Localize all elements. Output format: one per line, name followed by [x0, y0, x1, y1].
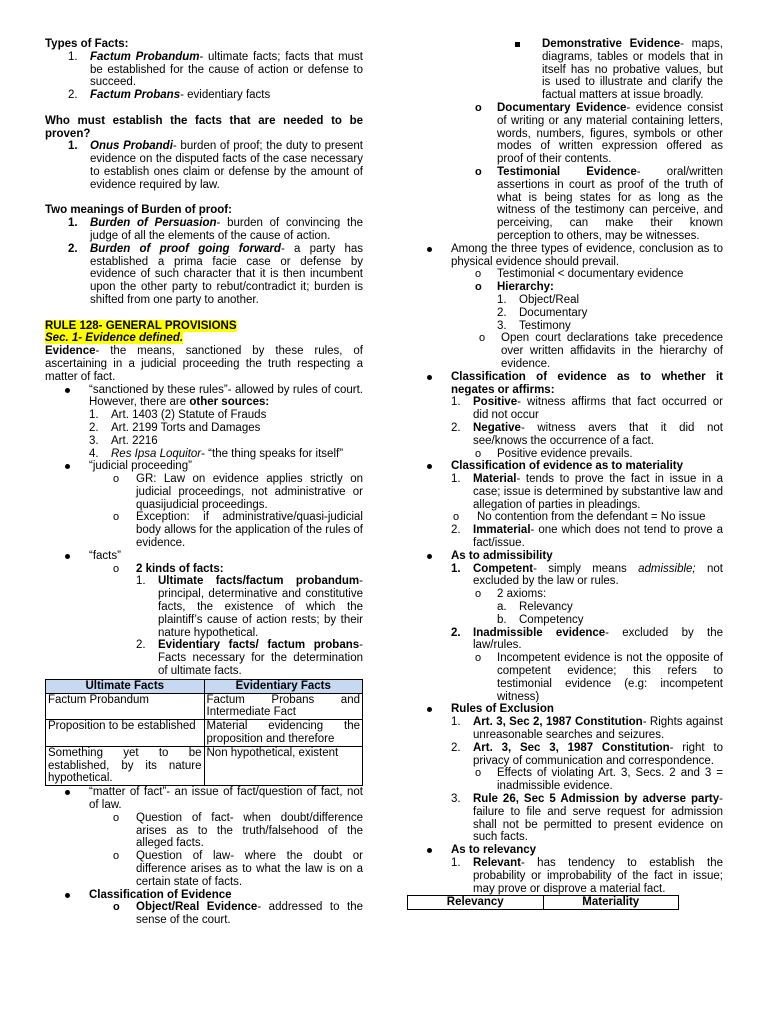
sub-bullet-item	[45, 901, 363, 927]
list-item	[407, 742, 723, 768]
list-text: Art. 2199 Torts and Damages	[111, 421, 261, 434]
sub-bullet-item	[407, 102, 723, 166]
term: Burden of Persuasion	[90, 217, 217, 230]
bullet-text: Classification of Evidence	[89, 888, 232, 901]
term: Art. 3, Sec 2, 1987 Constitution	[473, 716, 643, 729]
circle-bullet-icon: o	[475, 588, 482, 601]
bullet-text: “facts”	[89, 549, 121, 562]
sub-bullet-text: Question of fact- when doubt/difference arises as to the truth/falsehood of the alleged facts.	[136, 811, 363, 850]
circle-bullet-icon: o	[113, 850, 120, 863]
term: Immaterial	[473, 524, 531, 537]
list-number: 2.	[89, 421, 99, 434]
list-number: 3.	[451, 793, 461, 806]
list-number: 1.	[68, 217, 78, 230]
list-letter: a.	[497, 601, 507, 614]
definition: - tends to prove the fact in issue in a case; issue is determined by substantive law and allegation of parties in pleadings.	[473, 473, 723, 511]
bullet-text: “matter of fact”- an issue of fact/question of fact, not of law.	[89, 786, 363, 812]
term: Relevant	[473, 857, 521, 869]
list-number: 4.	[89, 447, 99, 460]
table-row	[46, 720, 363, 747]
sub-bullet-item	[407, 38, 723, 102]
list-number: 2.	[451, 524, 461, 537]
sub-bullet-text: Hierarchy:	[497, 281, 554, 294]
circle-bullet-icon: o	[479, 332, 486, 345]
definition: - Rights against unreasonable searches and seizures.	[473, 716, 723, 742]
definition: - maps, diagrams, tables or models that in itself has no probative values, but is used to illustrate and clarify the factual matters at issue broadly.	[542, 38, 723, 102]
list-item	[407, 614, 723, 627]
definition: - one which does not tend to prove a fact/issue.	[473, 524, 723, 550]
definition: - simply means	[533, 562, 639, 575]
list-text: Art. 1403 (2) Statute of Frauds	[111, 409, 267, 422]
bullet-text: Classification of evidence as to materiality	[451, 460, 683, 473]
definition: - has tendency to establish the probability or improbability of the fact in issue; may prove or disprove a material fact.	[473, 857, 723, 895]
bullet-text: Classification of evidence as to whether it negates or affirms:	[451, 370, 723, 396]
list-item	[45, 217, 363, 243]
definition: - evidence consist of writing or any material containing letters, words, numbers, figures, symbols or other modes of written expression offered as proof of their contents.	[497, 101, 724, 166]
sub-bullet-item	[45, 563, 363, 576]
list-item	[407, 793, 723, 844]
list-item	[45, 448, 363, 461]
circle-bullet-icon: o	[113, 473, 120, 486]
circle-bullet-icon: o	[475, 767, 482, 780]
sub-bullet-item	[45, 511, 363, 549]
term: Burden of proof going forward	[90, 242, 281, 255]
list-number: 1.	[451, 396, 461, 409]
list-text: Art. 2216	[111, 434, 158, 447]
bullet-icon	[427, 460, 451, 473]
list-item	[407, 307, 723, 320]
circle-bullet-icon: o	[113, 562, 120, 575]
table-header: Materiality	[543, 896, 679, 910]
sub-bullet-text: Positive evidence prevails.	[497, 447, 633, 460]
list-number: 1.	[451, 716, 461, 729]
definition: - evidentiary facts	[180, 89, 271, 102]
list-number: 2.	[68, 89, 78, 102]
definition: - principal, determinative and constitutive facts, the existence of which the plaintiff’s cause of action rests; by their nature hypothetical.	[158, 575, 363, 639]
sub-bullet-item	[45, 850, 363, 888]
bullet-text: “sanctioned by these rules”- allowed by rules of court. However, there are	[89, 383, 363, 409]
table-row	[46, 693, 363, 720]
table-header: Evidentiary Facts	[204, 679, 363, 693]
list-item	[407, 716, 723, 742]
definition: - witness avers that it did not see/knows the occurrence of a fact.	[473, 421, 723, 447]
table-header: Relevancy	[408, 896, 544, 910]
definition: - ultimate facts; facts that must be established for the cause of action or defense to succeed.	[90, 50, 363, 89]
table-cell: Non hypothetical, existent	[204, 746, 363, 785]
list-item	[45, 639, 363, 677]
bullet-icon	[65, 786, 89, 799]
definition: - right to privacy of communication and correspondence.	[473, 741, 723, 767]
list-number: 2.	[451, 626, 461, 639]
bullet-item	[407, 460, 723, 473]
bullet-icon	[427, 371, 451, 384]
sub-bullet-text: GR: Law on evidence applies strictly on judicial proceedings, not administrative or quasijudicial proceedings.	[136, 473, 363, 511]
list-item	[45, 575, 363, 639]
bullet-icon	[65, 550, 89, 563]
bullet-icon	[65, 460, 89, 473]
sub-bullet-item	[407, 652, 723, 703]
left-column	[45, 38, 363, 927]
list-number: 1.	[451, 857, 461, 869]
circle-bullet-icon: o	[475, 101, 482, 114]
sub-bullet-item	[407, 332, 723, 370]
facts-table	[45, 679, 363, 786]
right-column	[407, 38, 723, 910]
bullet-item	[407, 243, 723, 269]
list-item	[45, 409, 363, 422]
evidence-definition: - the means, sanctioned by these rules, of ascertaining in a judicial proceeding the truth respecting a matter of fact.	[45, 345, 363, 383]
square-bullet-icon	[515, 38, 542, 51]
term: Material	[473, 473, 517, 486]
bullet-icon	[427, 703, 451, 716]
circle-bullet-icon: o	[475, 447, 482, 460]
sub-bullet-text: Exception: if administrative/quasi-judicial body allows for the application of the rules of evidence.	[136, 511, 363, 550]
definition: - oral/written assertions in court as proof of the truth of what is being states for as long as the witness of the testimony can perceive, and perceiving, can make their known perception to others, may be witnesses.	[497, 165, 723, 242]
list-number: 1.	[451, 473, 461, 486]
sub-bullet-text: Testimonial < documentary evidence	[497, 268, 684, 281]
bullet-text: As to relevancy	[451, 844, 537, 857]
list-item	[407, 320, 723, 333]
sub-bullet-item	[407, 281, 723, 294]
circle-bullet-icon: o	[113, 901, 120, 914]
bullet-emphasis: other sources:	[189, 396, 270, 409]
list-text: Relevancy	[519, 601, 573, 614]
list-number: 1.	[68, 140, 78, 153]
definition: - excluded by the law/rules.	[473, 626, 723, 652]
circle-bullet-icon: o	[475, 281, 482, 294]
term: Ultimate facts/factum probandum	[158, 575, 360, 588]
circle-bullet-icon: o	[475, 652, 482, 665]
term: Object/Real Evidence	[136, 901, 258, 914]
bullet-item	[45, 550, 363, 563]
sub-bullet-text: Effects of violating Art. 3, Secs. 2 and 3 = inadmissible evidence.	[497, 767, 723, 793]
list-item	[45, 435, 363, 448]
bullet-item	[45, 889, 363, 902]
list-text: Object/Real	[519, 293, 580, 306]
term: Positive	[473, 396, 518, 409]
definition: - burden of proof; the duty to present evidence on the disputed facts of the case necessary to establish ones claim or defense by the amount of evidence required by law.	[90, 140, 363, 191]
evidence-term: Evidence	[45, 345, 96, 358]
definition: - Facts necessary for the determination of ultimate facts.	[158, 639, 363, 678]
list-number: 2.	[497, 306, 507, 319]
circle-bullet-icon: o	[113, 511, 120, 524]
bullet-item	[45, 460, 363, 473]
definition: - burden of convincing the judge of all the elements of the cause of action.	[90, 217, 363, 242]
bullet-text: Among the three types of evidence, conclusion as to physical evidence should prevail.	[451, 242, 723, 268]
circle-bullet-icon: o	[453, 511, 460, 524]
term: Factum Probandum	[90, 50, 200, 63]
table-cell: Factum Probans and Intermediate Fact	[204, 693, 363, 720]
list-number: 1.	[136, 575, 146, 588]
list-number: 2.	[136, 639, 146, 652]
list-text: Documentary	[519, 306, 588, 319]
list-item	[407, 601, 723, 614]
two-meanings-heading: Two meanings of Burden of proof:	[45, 204, 232, 217]
list-text: Competency	[519, 613, 584, 626]
bullet-icon	[427, 243, 451, 256]
list-item	[45, 51, 363, 89]
list-item	[45, 422, 363, 435]
term: Documentary Evidence	[497, 101, 627, 114]
circle-bullet-icon: o	[113, 811, 120, 824]
list-number: 2.	[451, 421, 461, 434]
term: Negative	[473, 421, 521, 434]
definition: - “the thing speaks for itself”	[201, 447, 344, 460]
term: Rule 26, Sec 5 Admission by adverse party	[473, 793, 720, 806]
bullet-item	[407, 703, 723, 716]
term: Art. 3, Sec 3, 1987 Constitution	[473, 741, 670, 754]
table-header: Ultimate Facts	[46, 679, 205, 693]
bullet-item	[45, 384, 363, 410]
term: Inadmissible evidence	[473, 626, 606, 639]
list-item	[45, 140, 363, 191]
definition: - addressed to the sense of the court.	[136, 901, 364, 927]
sub-bullet-text: 2 axioms:	[497, 588, 547, 601]
definition-emphasis: admissible;	[638, 562, 696, 575]
term: Evidentiary facts/ factum probans	[158, 639, 360, 652]
sub-bullet-text: No contention from the defendant = No issue	[477, 511, 706, 524]
term: Res Ipsa Loquitor	[111, 447, 202, 460]
table-cell: Factum Probandum	[46, 693, 205, 720]
bullet-text: “judicial proceeding”	[89, 460, 192, 473]
list-number: 2.	[451, 741, 461, 754]
sub-bullet-item	[407, 166, 723, 243]
bullet-text: As to admissibility	[451, 549, 553, 562]
rule-heading: RULE 128- GENERAL PROVISIONS	[45, 319, 237, 332]
bullet-icon	[427, 844, 451, 857]
list-text: Testimony	[519, 319, 571, 332]
table-row	[46, 746, 363, 785]
term: Factum Probans	[90, 89, 181, 102]
list-item	[407, 294, 723, 307]
sub-bullet-item	[407, 511, 723, 524]
bullet-text: Rules of Exclusion	[451, 703, 554, 716]
term: Competent	[473, 562, 534, 575]
table-cell: Proposition to be established	[46, 720, 205, 747]
list-number: 1.	[451, 562, 461, 575]
sub-bullet-item	[407, 767, 723, 793]
bullet-icon	[65, 384, 89, 397]
bullet-icon	[427, 550, 451, 563]
list-number: 3.	[497, 319, 507, 332]
table-cell: Something yet to be established, by its nature hypothetical.	[46, 746, 205, 785]
section-heading: Sec. 1- Evidence defined.	[45, 332, 184, 345]
list-number: 3.	[89, 434, 99, 447]
term: Onus Probandi	[90, 140, 173, 153]
table-cell: Material evidencing the proposition and therefore	[204, 720, 363, 747]
bullet-icon	[65, 889, 89, 902]
term: Testimonial Evidence	[497, 165, 637, 178]
definition: - failure to file and serve request for admission shall not be permitted to present evidence on such facts.	[473, 793, 723, 844]
definition: - witness affirms that fact occurred or did not occur	[473, 396, 723, 422]
bullet-item	[407, 550, 723, 563]
definition: - a party has established a prima facie case or defense by evidence of such character that it is then incumbent upon the other party to rebut/contradict it; burden is shifted from one party to another.	[90, 242, 364, 306]
list-item	[45, 89, 363, 102]
bullet-item	[45, 786, 363, 812]
list-letter: b.	[497, 613, 507, 626]
list-item	[407, 524, 723, 550]
sub-bullet-item	[407, 268, 723, 281]
list-item	[407, 857, 723, 895]
list-number: 1.	[89, 409, 99, 422]
list-item	[407, 627, 723, 653]
term: Demonstrative Evidence	[542, 38, 681, 50]
types-heading: Types of Facts:	[45, 38, 129, 50]
sub-bullet-text: Question of law- where the doubt or difference arises as to what the law is on a certain state of facts.	[136, 850, 363, 888]
list-number: 1.	[497, 293, 507, 306]
sub-bullet-text: Open court declarations take precedence over written affidavits in the hierarchy of evidence.	[501, 332, 723, 370]
bullet-item	[407, 371, 723, 397]
relevancy-materiality-table	[407, 895, 679, 910]
list-item	[407, 473, 723, 511]
definition: not excluded by the law or rules.	[473, 562, 723, 588]
sub-bullet-item	[45, 812, 363, 850]
list-item	[45, 243, 363, 307]
list-item	[407, 396, 723, 422]
list-item	[407, 563, 723, 589]
bullet-item	[407, 844, 723, 857]
list-number: 1.	[68, 50, 78, 63]
sub-bullet-text: 2 kinds of facts:	[136, 562, 224, 575]
list-item	[407, 422, 723, 448]
sub-bullet-item	[407, 448, 723, 461]
who-heading: Who must establish the facts that are needed to be proven?	[45, 114, 363, 140]
sub-bullet-item	[45, 473, 363, 511]
circle-bullet-icon: o	[475, 165, 482, 178]
list-number: 2.	[68, 242, 78, 255]
sub-bullet-item	[407, 588, 723, 601]
circle-bullet-icon: o	[475, 268, 482, 281]
sub-bullet-text: Incompetent evidence is not the opposite of competent evidence; this refers to testimonial evidence (e.g: incompetent witness)	[497, 652, 723, 703]
